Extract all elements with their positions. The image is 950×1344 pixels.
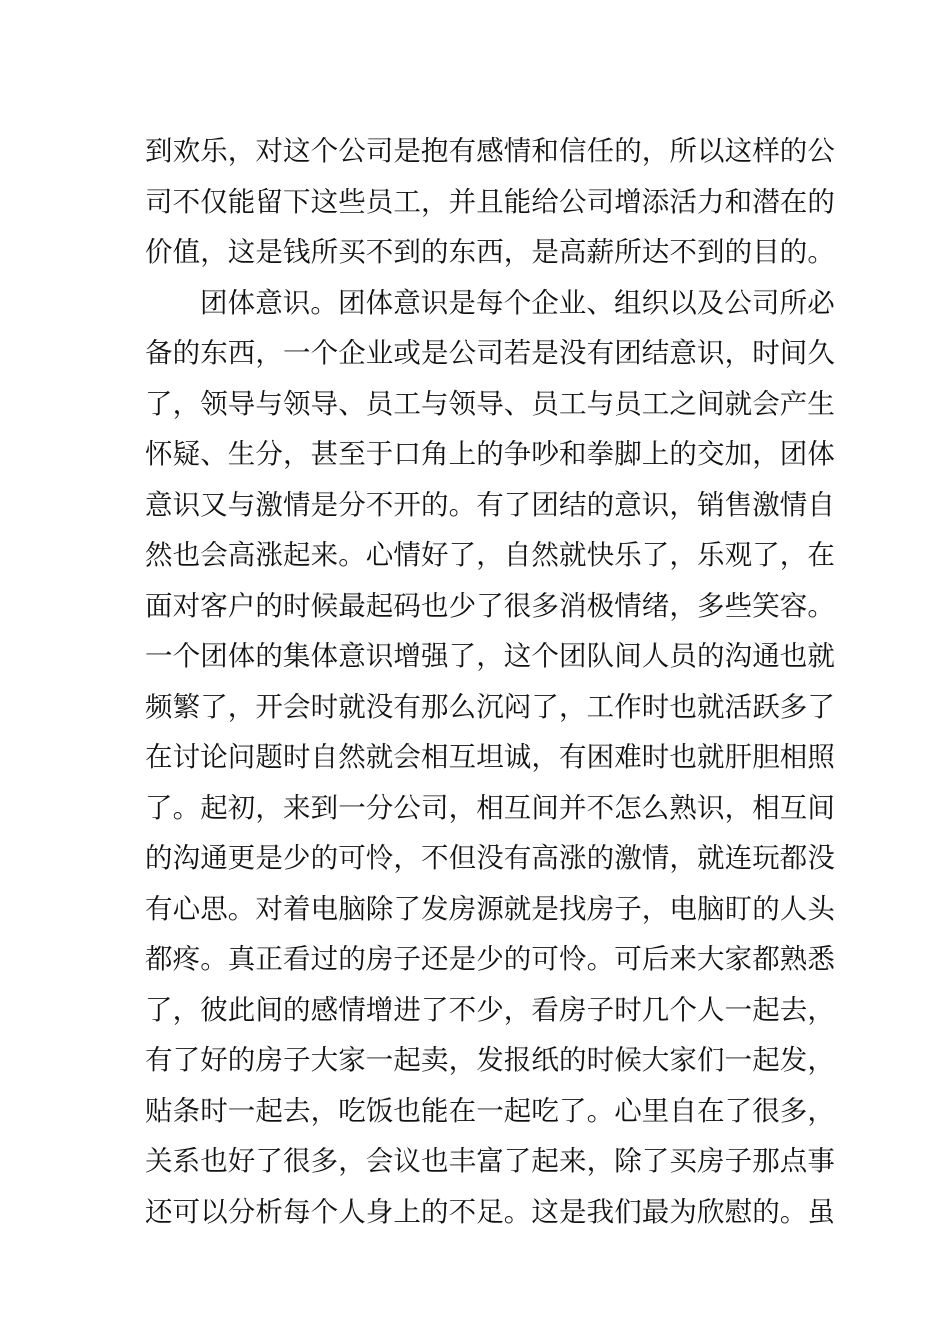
- text-line: 了。起初，来到一分公司，相互间并不怎么熟识，相互间: [145, 791, 835, 824]
- text-line: 怀疑、生分，甚至于口角上的争吵和拳脚上的交加，团体: [145, 438, 835, 470]
- text-line: 司不仅能留下这些员工，并且能给公司增添活力和潜在的: [145, 185, 835, 218]
- body-text: [145, 126, 835, 1237]
- text-line: 在讨论问题时自然就会相互坦诚，有困难时也就肝胆相照: [145, 741, 835, 773]
- text-line: 然也会高涨起来。心情好了，自然就快乐了，乐观了，在: [145, 539, 835, 571]
- text-line: 还可以分析每个人身上的不足。这是我们最为欣慰的。虽: [145, 1195, 835, 1228]
- text-line: 都疼。真正看过的房子还是少的可怜。可后来大家都熟悉: [145, 943, 835, 975]
- text-line: 频繁了，开会时就没有那么沉闷了，工作时也就活跃多了: [145, 690, 835, 723]
- text-line: 面对客户的时候最起码也少了很多消极情绪，多些笑容。: [145, 589, 835, 622]
- text-line: 到欢乐，对这个公司是抱有感情和信任的，所以这样的公: [145, 135, 835, 167]
- text-line: 意识又与激情是分不开的。有了团结的意识，销售激情自: [145, 488, 835, 521]
- text-line: 了，领导与领导、员工与领导、员工与员工之间就会产生: [145, 387, 835, 420]
- text-line: 了，彼此间的感情增进了不少，看房子时几个人一起去，: [145, 993, 835, 1026]
- text-line: 有心思。对着电脑除了发房源就是找房子，电脑盯的人头: [145, 892, 835, 925]
- paragraph-start-line: 团体意识。团体意识是每个企业、组织以及公司所必: [200, 286, 835, 319]
- text-line: 贴条时一起去，吃饭也能在一起吃了。心里自在了很多，: [145, 1094, 835, 1127]
- text-line: 的沟通更是少的可怜，不但没有高涨的激情，就连玩都没: [145, 842, 835, 874]
- text-line: 关系也好了很多，会议也丰富了起来，除了买房子那点事: [145, 1145, 835, 1177]
- text-line: 一个团体的集体意识增强了，这个团队间人员的沟通也就: [145, 640, 835, 672]
- text-line: 备的东西，一个企业或是公司若是没有团结意识，时间久: [145, 337, 835, 369]
- text-line: 价值，这是钱所买不到的东西，是高薪所达不到的目的。: [145, 236, 835, 268]
- text-line: 有了好的房子大家一起卖，发报纸的时候大家们一起发，: [145, 1044, 835, 1076]
